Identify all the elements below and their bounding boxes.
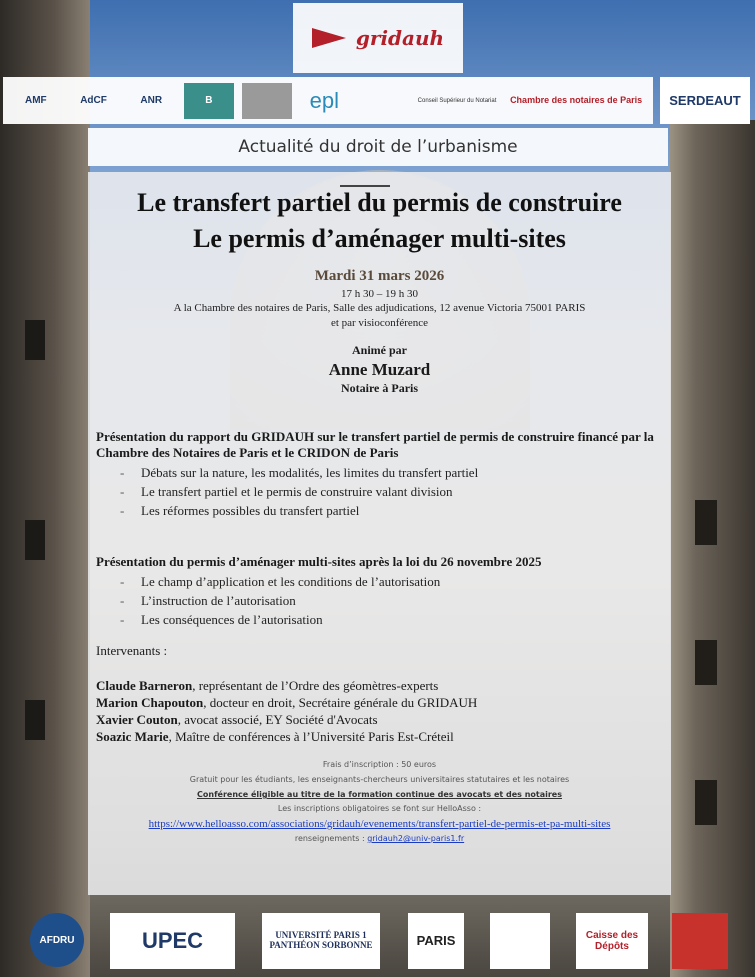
section-2 <box>96 554 656 629</box>
background-building-left <box>0 0 90 977</box>
partner-logo-grey <box>242 83 292 119</box>
event-place-extra: et par visioconférence <box>330 317 429 329</box>
intervenants-list <box>96 677 656 745</box>
section-1-list <box>96 463 656 520</box>
intervenant-name: Claude Barneron <box>96 678 193 693</box>
partner-logo-upec: UPEC <box>110 913 235 969</box>
intervenant-role: , docteur en droit, Secrétaire générale du GRIDAUH <box>203 695 478 710</box>
intervenant-name: Marion Chapouton <box>96 695 204 710</box>
event-place: A la Chambre des notaires de Paris, Salle des adjudications, 12 avenue Victoria 75001 PARIS <box>173 302 586 314</box>
partner-logo-ville-paris: PARIS <box>408 913 464 969</box>
list-item: - Le transfert partiel et le permis de construire valant division <box>96 482 656 501</box>
section-1 <box>96 429 656 520</box>
list-item: - Les réformes possibles du transfert partiel <box>96 501 656 520</box>
speaker-name: Anne Muzard <box>328 360 431 379</box>
background-window <box>695 780 717 825</box>
event-date: Mardi 31 mars 2026 <box>314 268 445 284</box>
intervenant-role: , avocat associé, EY Société d'Avocats <box>177 712 378 727</box>
partner-logo-caisse-depots: Caisse des Dépôts <box>576 913 648 969</box>
intervenant-row <box>96 694 656 711</box>
helloasso-link[interactable]: https://www.helloasso.com/associations/gridauh/evenements/transfert-partiel-de-permis-et-pa-multi-sites <box>148 818 611 830</box>
background-window <box>25 700 45 740</box>
partner-logo-csn: Conseil Supérieur du Notariat <box>417 97 497 104</box>
partner-logo-anr: ANR <box>140 94 163 106</box>
contact-row <box>88 834 671 843</box>
intervenants-label: Intervenants : <box>96 643 168 658</box>
partner-logo-epl: epl <box>309 87 339 113</box>
partner-logo-afdru: AFDRU <box>30 913 84 967</box>
partner-logo-ministere <box>490 913 550 969</box>
anime-label: Animé par <box>352 343 407 357</box>
intervenant-name: Soazic Marie <box>96 729 169 744</box>
section-2-heading: Présentation du permis d’aménager multi-sites après la loi du 26 novembre 2025 <box>96 554 542 569</box>
partner-logo-amf: AMF <box>25 94 47 106</box>
gridauh-logo-text: gridauh <box>355 26 445 50</box>
title-line-2: Le permis d’aménager multi-sites <box>193 224 566 253</box>
gridauh-logo <box>293 3 463 73</box>
partner-logos-top <box>3 77 653 124</box>
partner-logo-chambre-notaires: Chambre des notaires de Paris <box>510 95 643 105</box>
partner-logo-adcf: AdCF <box>80 94 107 106</box>
fees-text: Frais d’inscription : 50 euros <box>322 760 437 769</box>
list-item: - L’instruction de l’autorisation <box>96 591 656 610</box>
section-2-list <box>96 572 656 629</box>
gridauh-arrow-icon <box>312 24 350 52</box>
intervenant-row <box>96 728 656 745</box>
partner-logo-pantheon-sorbonne: UNIVERSITÉ PARIS 1 PANTHÉON SORBONNE <box>262 913 380 969</box>
background-window <box>695 500 717 545</box>
list-item: - Le champ d’application et les conditions de l’autorisation <box>96 572 656 591</box>
section-1-heading: Présentation du rapport du GRIDAUH sur le transfert partiel de permis de construire financé par la Chambre des Notaires de Paris et le CRIDON de Paris <box>96 429 654 460</box>
partner-logo-serdeaut: SERDEAUT <box>660 77 750 124</box>
registration-text: Les inscriptions obligatoires se font sur HelloAsso : <box>277 804 482 813</box>
background-building-right <box>670 120 755 977</box>
speaker-role: Notaire à Paris <box>340 381 419 395</box>
background-window <box>25 520 45 560</box>
contact-label: renseignements : <box>294 834 368 843</box>
banner-title: Actualité du droit de l’urbanisme <box>88 128 668 166</box>
partner-logo-banque: B <box>184 83 234 119</box>
background-window <box>695 640 717 685</box>
registration-link-row <box>88 818 671 830</box>
partner-logos-bottom <box>0 905 755 975</box>
eligible-text: Conférence éligible au titre de la formation continue des avocats et des notaires <box>197 790 562 799</box>
partner-logo-gsh <box>357 83 407 119</box>
intervenant-row <box>96 677 656 694</box>
list-item: - Les conséquences de l’autorisation <box>96 610 656 629</box>
intervenant-row <box>96 711 656 728</box>
contact-email-link[interactable]: gridauh2@univ-paris1.fr <box>367 834 465 843</box>
intervenant-name: Xavier Couton <box>96 712 178 727</box>
intervenant-role: , Maître de conférences à l’Université Paris Est-Créteil <box>168 729 454 744</box>
title-line-1: Le transfert partiel du permis de construire <box>137 188 622 217</box>
event-time: 17 h 30 – 19 h 30 <box>341 288 418 300</box>
divider <box>340 185 390 187</box>
list-item: - Débats sur la nature, les modalités, les limites du transfert partiel <box>96 463 656 482</box>
background-window <box>25 320 45 360</box>
partner-logo-geometres <box>672 913 728 969</box>
intervenant-role: , représentant de l’Ordre des géomètres-experts <box>192 678 439 693</box>
free-text: Gratuit pour les étudiants, les enseignants-chercheurs universitaires statutaires et les notaires <box>189 775 570 784</box>
